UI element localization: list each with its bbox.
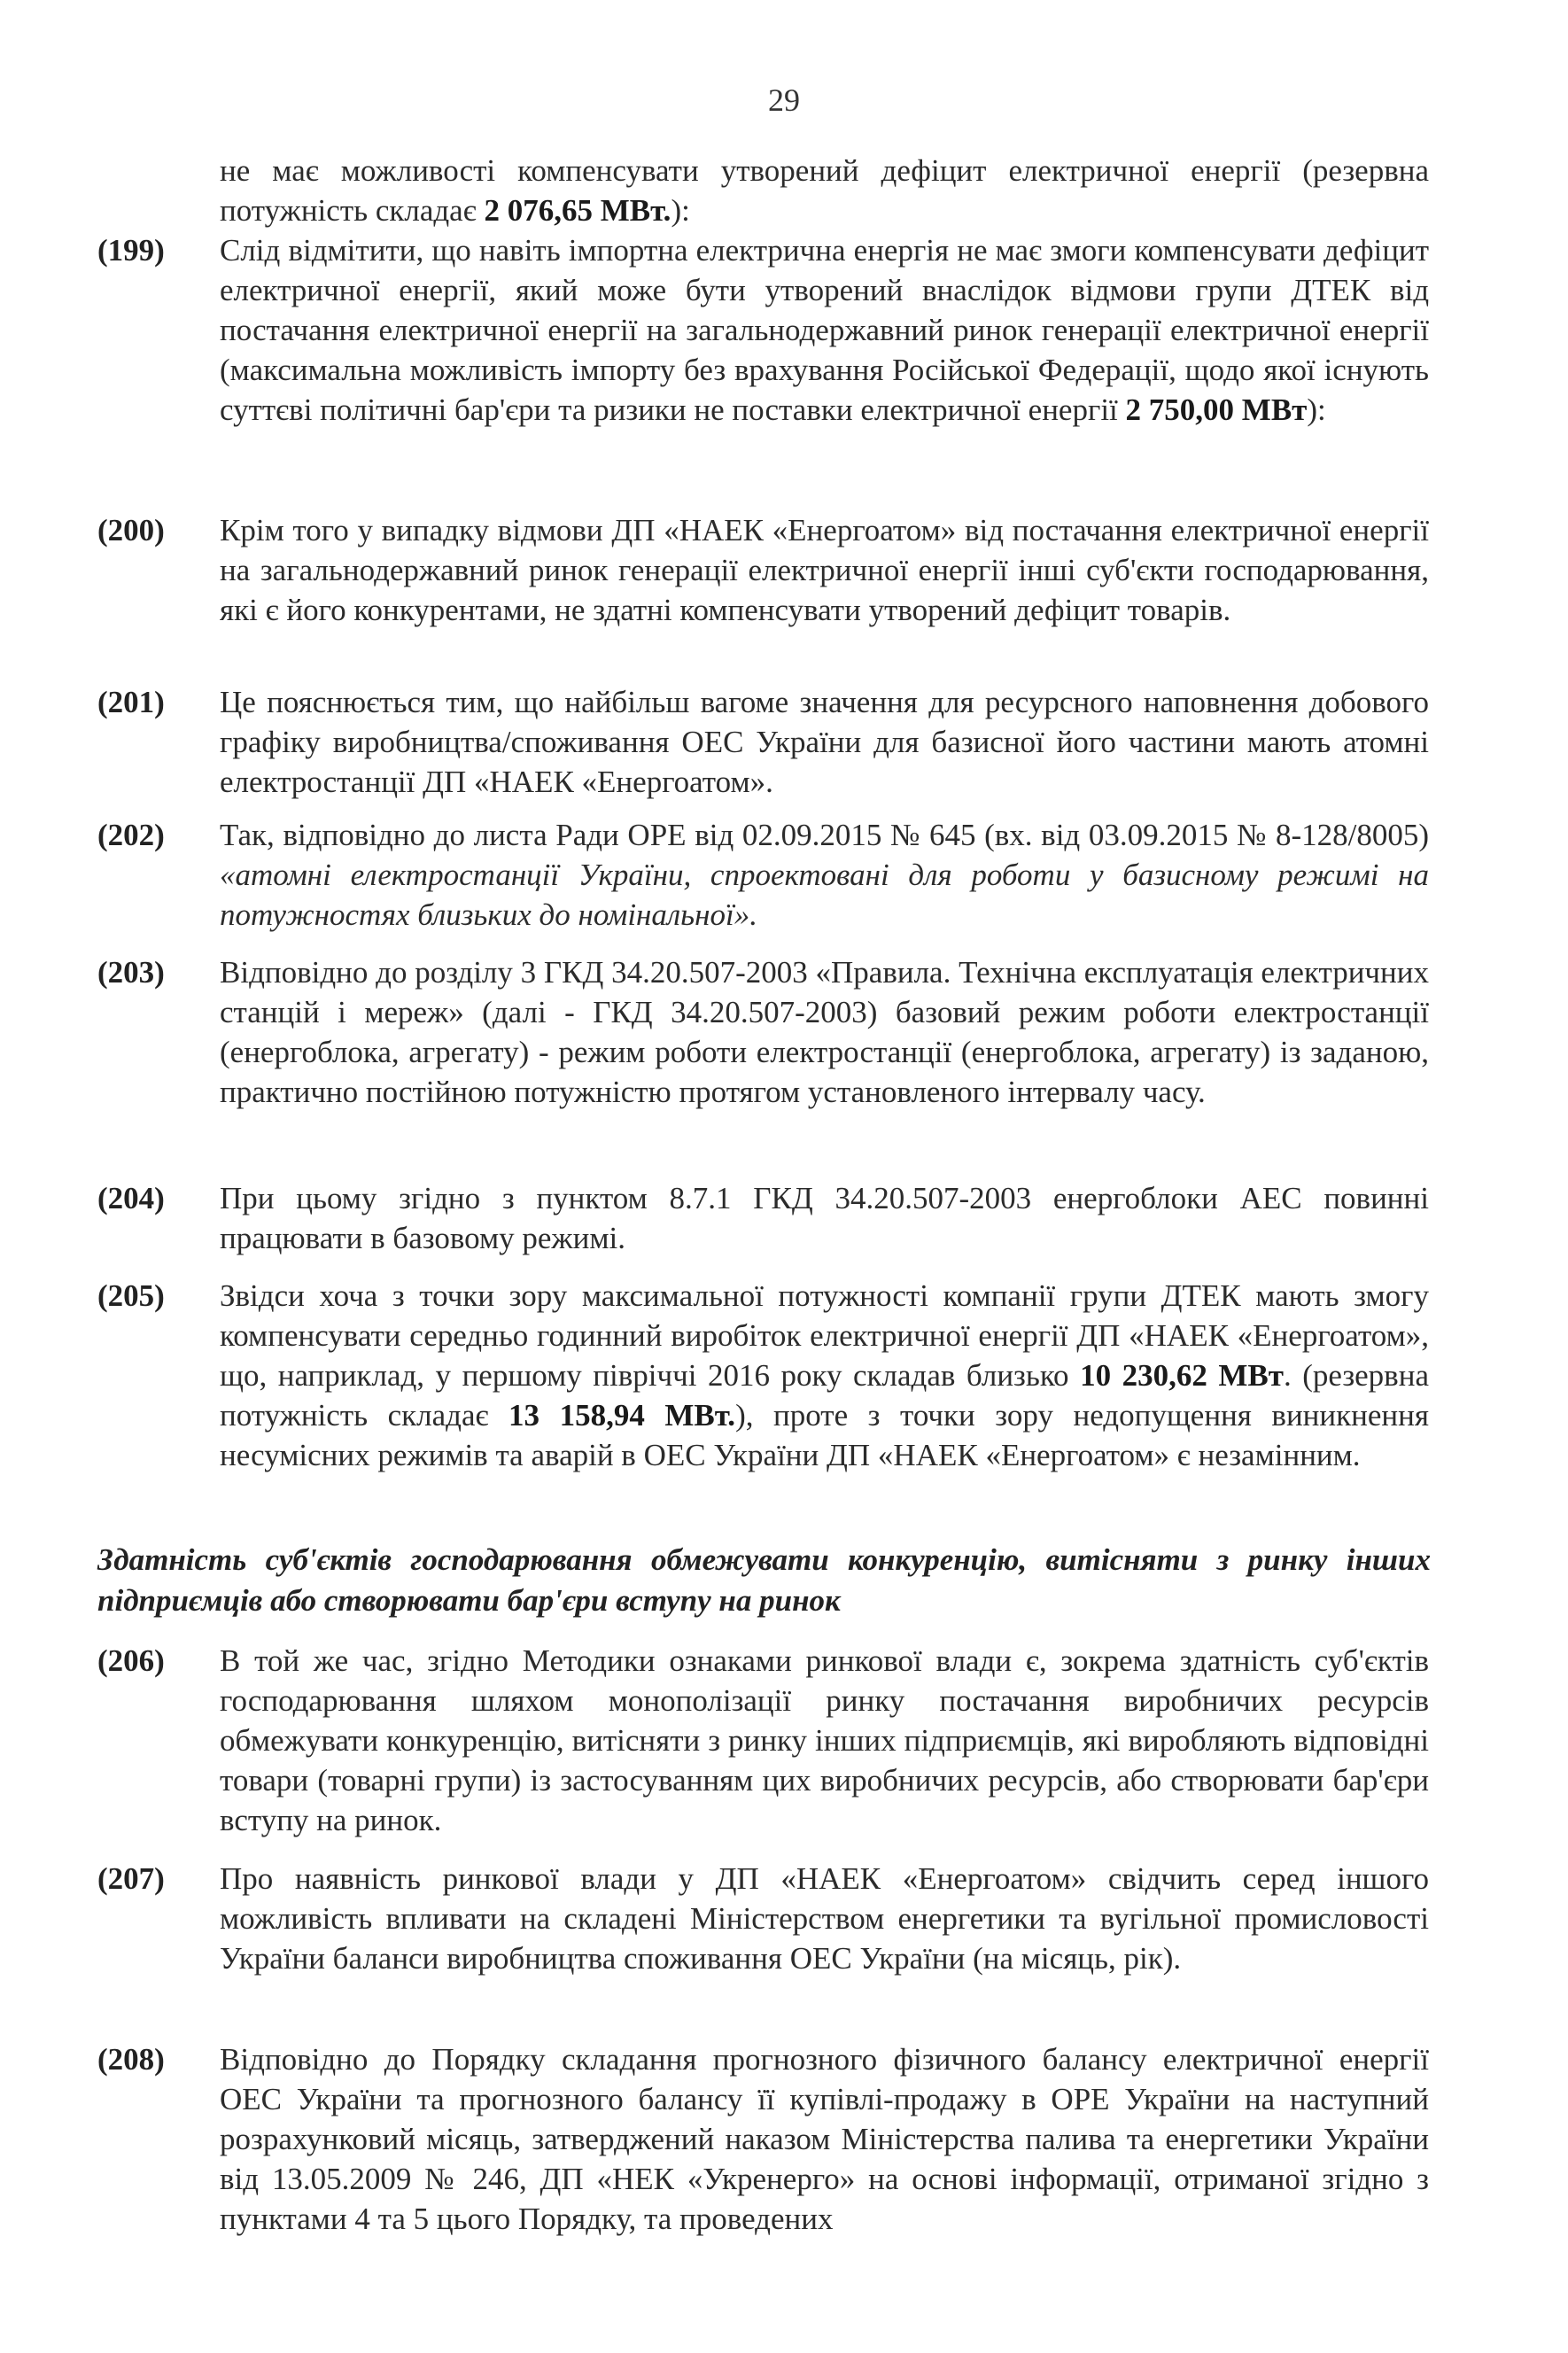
paragraph-text-part: Так, відповідно до листа Ради ОРЕ від 02.09.2015 № 645 (вх. від 03.09.2015 № 8-128/8005) (220, 818, 1429, 852)
paragraph-bold-value: 2 750,00 МВт (1125, 392, 1308, 427)
continuation-text-end: ): (671, 193, 690, 228)
paragraph-text: При цьому згідно з пунктом 8.7.1 ГКД 34.20.507-2003 енергоблоки АЕС повинні працювати в базовому режимі. (220, 1181, 1429, 1255)
paragraph-text: Крім того у випадку відмови ДП «НАЕК «Енергоатом» від постачання електричної енергії на загальнодержавний ринок генерації електричної енергії інші суб'єкти господарювання, які є його конкурентами, не здатні компенсувати утворений дефіцит товарів. (220, 513, 1429, 627)
paragraph-number: (207) (97, 1861, 165, 1896)
paragraph-bold-value: 13 158,94 МВт. (508, 1398, 736, 1433)
paragraph-quote: «атомні електростанції України, спроектовані для роботи у базисному режимі на потужностях близьких до номінальної». (220, 858, 1429, 932)
paragraph-number: (206) (97, 1643, 165, 1678)
paragraph-text (220, 815, 1429, 935)
paragraph-text (220, 1276, 1429, 1475)
paragraph-number: (200) (97, 513, 165, 547)
continuation-text (220, 151, 1429, 230)
paragraph-text: Про наявність ринкової влади у ДП «НАЕК «Енергоатом» свідчить серед іншого можливість впливати на складені Міністерством енергетики та вугільної промисловості України баланси виробництва споживання ОЕС України (на місяць, рік). (220, 1861, 1429, 1976)
paragraph-number: (202) (97, 818, 165, 852)
paragraph-text: Це пояснюється тим, що найбільш вагоме значення для ресурсного наповнення добового графіку виробництва/споживання ОЕС України для базисної його частини мають атомні електростанції ДП «НАЕК «Енергоатом». (220, 685, 1429, 799)
paragraph-number: (205) (97, 1278, 165, 1313)
paragraph-number: (204) (97, 1181, 165, 1215)
page-number: 29 (768, 82, 800, 118)
section-heading: Здатність суб'єктів господарювання обмежувати конкуренцію, витісняти з ринку інших підприємців або створювати бар'єри вступу на ринок (97, 1542, 1431, 1618)
continuation-text-start: не має можливості компенсувати утворений дефіцит електричної енергії (резервна потужність складає (220, 153, 1429, 228)
paragraph-text-part: . (резервна потужність складає (220, 1358, 1429, 1433)
paragraph-text-part: ): (1307, 392, 1326, 427)
paragraph-text: Відповідно до Порядку складання прогнозного фізичного балансу електричної енергії ОЕС України та прогнозного балансу її купівлі-продажу в ОРЕ України на наступний розрахунковий місяць, затверджений наказом Міністерства палива та енергетики України від 13.05.2009 № 246, ДП «НЕК «Укренерго» на основі інформації, отриманої згідно з пунктами 4 та 5 цього Порядку, та проведених (220, 2042, 1429, 2236)
continuation-bold-value: 2 076,65 МВт. (484, 193, 671, 228)
paragraph-number: (201) (97, 685, 165, 719)
paragraph-bold-value: 10 230,62 МВт (1080, 1358, 1284, 1393)
paragraph-number: (199) (97, 233, 165, 268)
paragraph-text-part: ), проте з точки зору недопущення виникнення несумісних режимів та аварій в ОЕС України ДП «НАЕК «Енергоатом» є незамінним. (220, 1398, 1429, 1472)
paragraph-number: (203) (97, 955, 165, 990)
paragraph-text: В той же час, згідно Методики ознаками ринкової влади є, зокрема здатність суб'єктів господарювання шляхом монополізації ринку постачання виробничих ресурсів обмежувати конкуренцію, витісняти з ринку інших підприємців, які виробляють відповідні товари (товарні групи) із застосуванням цих виробничих ресурсів, або створювати бар'єри вступу на ринок. (220, 1643, 1429, 1837)
paragraph-text: Відповідно до розділу 3 ГКД 34.20.507-2003 «Правила. Технічна експлуатація електричних станцій і мереж» (далі - ГКД 34.20.507-2003) базовий режим роботи електростанції (енергоблока, агрегату) - режим роботи електростанції (енергоблока, агрегату) із заданою, практично постійною потужністю протягом установленого інтервалу часу. (220, 955, 1429, 1109)
paragraph-number: (208) (97, 2042, 165, 2077)
paragraph-text-part: Звідси хоча з точки зору максимальної потужності компанії групи ДТЕК мають змогу компенсувати середньо годинний виробіток електричної енергії ДП «НАЕК «Енергоатом», що, наприклад, у першому півріччі 2016 року складав близько (220, 1278, 1429, 1393)
paragraph-text-part: Слід відмітити, що навіть імпортна електрична енергія не має змоги компенсувати дефіцит електричної енергії, який може бути утворений внаслідок відмови групи ДТЕК від постачання електричної енергії на загальнодержавний ринок генерації електричної енергії (максимальна можливість імпорту без врахування Російської Федерації, щодо якої існують суттєві політичні бар'єри та ризики не поставки електричної енергії (220, 233, 1429, 427)
paragraph-text (220, 230, 1429, 430)
